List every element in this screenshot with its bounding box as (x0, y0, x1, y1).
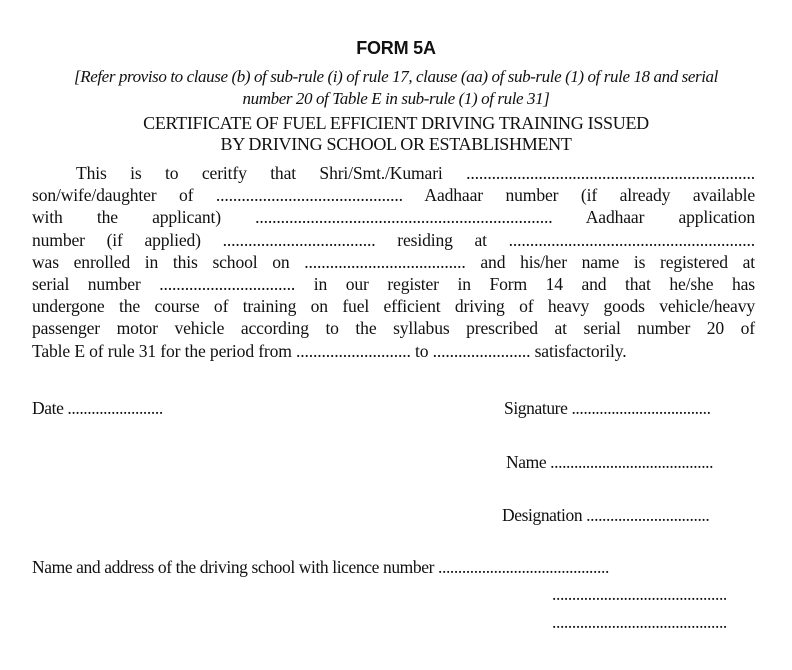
body-line-2: son/wife/daughter of ............................................ Aadhaar number (if already available (32, 185, 755, 206)
body-line-1: This is to ceritfy that Shri/Smt./Kumari .................................................................... (76, 163, 755, 183)
school-name-address-field: Name and address of the driving school with licence number ........................................... (32, 557, 609, 577)
rule-reference-line-2: number 20 of Table E in sub-rule (1) of rule 31] (242, 89, 550, 108)
name-field: Name ......................................... (506, 452, 714, 472)
certificate-heading-line-1: CERTIFICATE OF FUEL EFFICIENT DRIVING TRAINING ISSUED (143, 113, 649, 133)
body-line-8: passenger motor vehicle according to the syllabus prescribed at serial number 20 of (32, 318, 755, 339)
body-line-3: with the applicant) ...................................................................... Aadhaar application (32, 207, 755, 228)
body-line-5: was enrolled in this school on ...................................... and his/her name is registered at (32, 251, 755, 272)
certificate-heading (30, 113, 762, 155)
rule-reference (30, 66, 762, 110)
school-address-line-2: ............................................ (552, 584, 727, 604)
certificate-body (32, 162, 755, 362)
body-line-9: Table E of rule 31 for the period from ........................... to ....................... satisfactorily. (32, 340, 627, 361)
designation-field: Designation ............................... (502, 505, 710, 525)
date-field: Date ........................ (32, 398, 163, 418)
body-line-6: serial number ................................ in our register in Form 14 and that he/she has (32, 274, 755, 295)
body-line-4: number (if applied) .................................... residing at .......................................................... (32, 229, 755, 250)
rule-reference-line-1: [Refer proviso to clause (b) of sub-rule (i) of rule 17, clause (aa) of sub-rule (1) of rule 18 and serial (74, 67, 718, 86)
school-address-line-3: ............................................ (552, 612, 727, 632)
certificate-heading-line-2: BY DRIVING SCHOOL OR ESTABLISHMENT (220, 134, 572, 154)
signature-field: Signature ................................... (504, 398, 711, 418)
form-title: FORM 5A (356, 38, 436, 58)
body-line-7: undergone the course of training on fuel efficient driving of heavy goods vehicle/heavy (32, 296, 755, 317)
